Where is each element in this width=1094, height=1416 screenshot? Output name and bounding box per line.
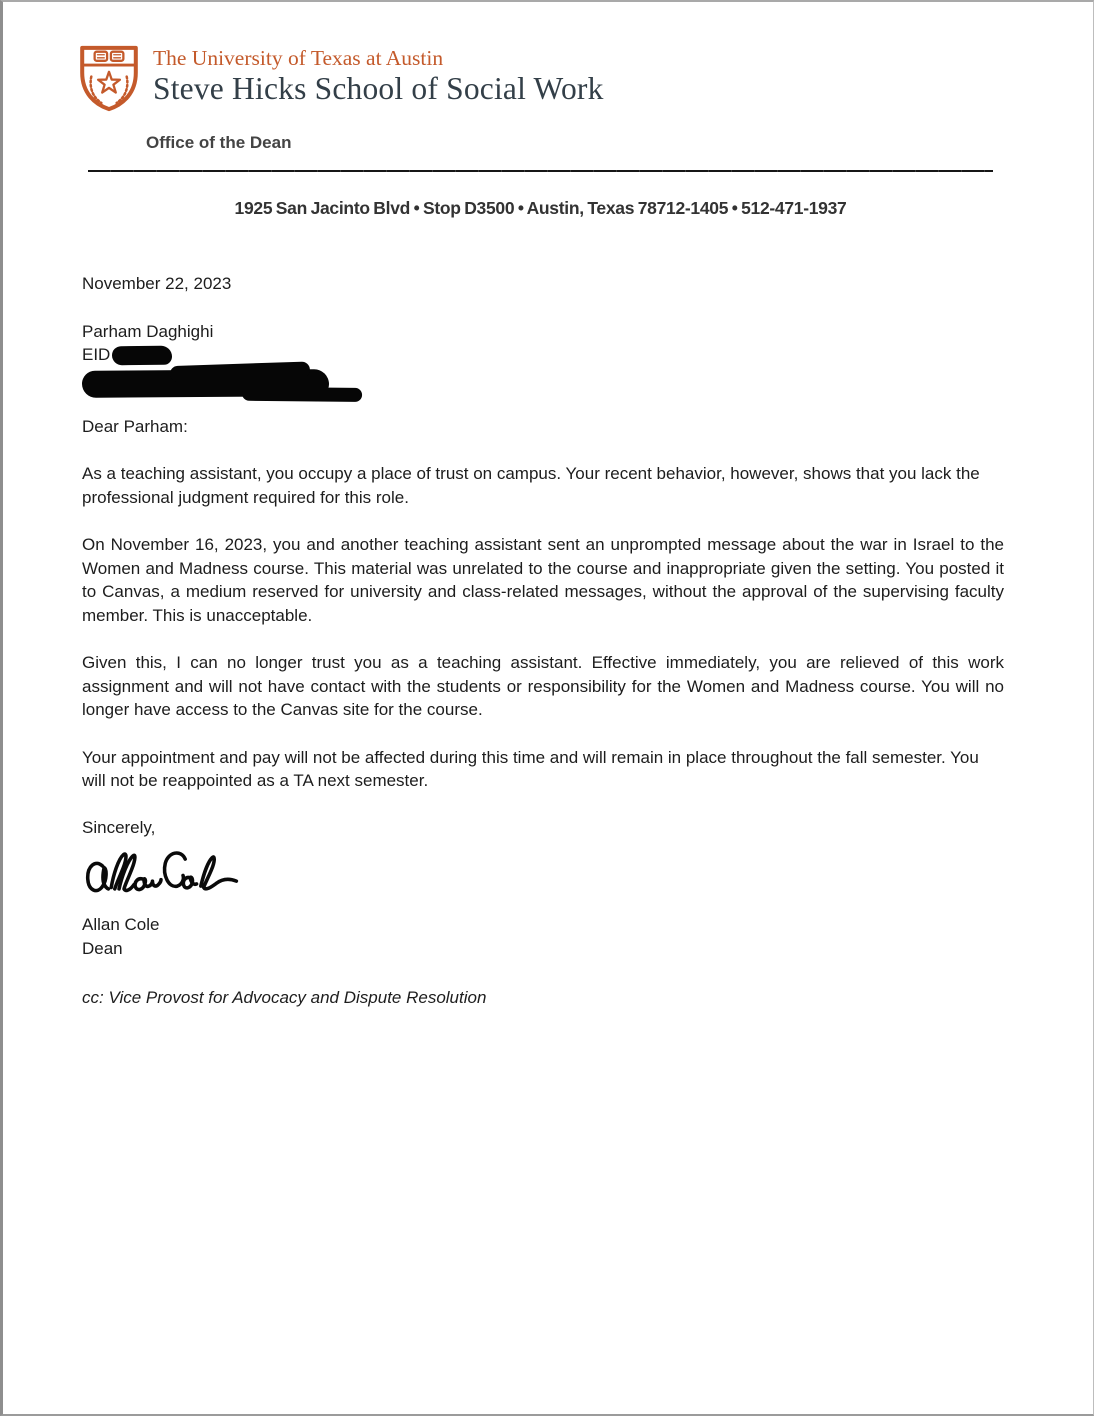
redaction-contact-line	[82, 369, 329, 398]
department-name: Office of the Dean	[146, 133, 292, 152]
signer-title: Dean	[82, 938, 123, 958]
recipient-name: Parham Daghighi	[82, 321, 214, 341]
brand-text	[153, 45, 604, 107]
letterhead-address: 1925 San Jacinto Blvd • Stop D3500 • Austin, Texas 78712-1405 • 512-471-1937	[234, 198, 847, 219]
redaction-eid-value	[112, 345, 172, 365]
recipient-block	[82, 320, 1004, 397]
letterhead	[3, 2, 1093, 219]
ut-austin-shield-icon	[78, 45, 140, 112]
body-paragraph-3: Given this, I can no longer trust you as a teaching assistant. Effective immediately, you are relieved of this work assignment and will not have contact with the students or responsibility for the Women and Madness course. You will no longer have access to the Canvas site for the course.	[82, 653, 1004, 720]
signer-name: Allan Cole	[82, 915, 160, 935]
school-name: Steve Hicks School of Social Work	[153, 71, 604, 106]
signature-allan-cole-handwritten	[82, 842, 240, 906]
letter-date: November 22, 2023	[82, 274, 232, 294]
brand-lockup	[78, 45, 1003, 112]
salutation: Dear Parham:	[82, 416, 188, 436]
closing: Sincerely,	[82, 817, 156, 837]
eid-label: EID	[82, 345, 111, 365]
body-paragraph-1: As a teaching assistant, you occupy a place of trust on campus. Your recent behavior, however, shows that you lack the professional judgment required for this role.	[82, 464, 980, 507]
cc-line: cc: Vice Provost for Advocacy and Dispute Resolution	[82, 988, 487, 1008]
letter-body	[3, 272, 1093, 1010]
body-paragraph-2: On November 16, 2023, you and another teaching assistant sent an unprompted message about the war in Israel to the Women and Madness course. This material was unrelated to the course and inappropriate given the setting. You posted it to Canvas, a medium reserved for university and class-related messages, without the approval of the supervising faculty member. This is unacceptable.	[82, 535, 1004, 625]
recipient-eid-line	[82, 343, 1004, 367]
body-paragraph-4: Your appointment and pay will not be affected during this time and will remain in place throughout the fall semester. You will not be reappointed as a TA next semester.	[82, 747, 979, 791]
letterhead-divider	[88, 170, 993, 172]
university-name: The University of Texas at Austin	[153, 46, 444, 70]
